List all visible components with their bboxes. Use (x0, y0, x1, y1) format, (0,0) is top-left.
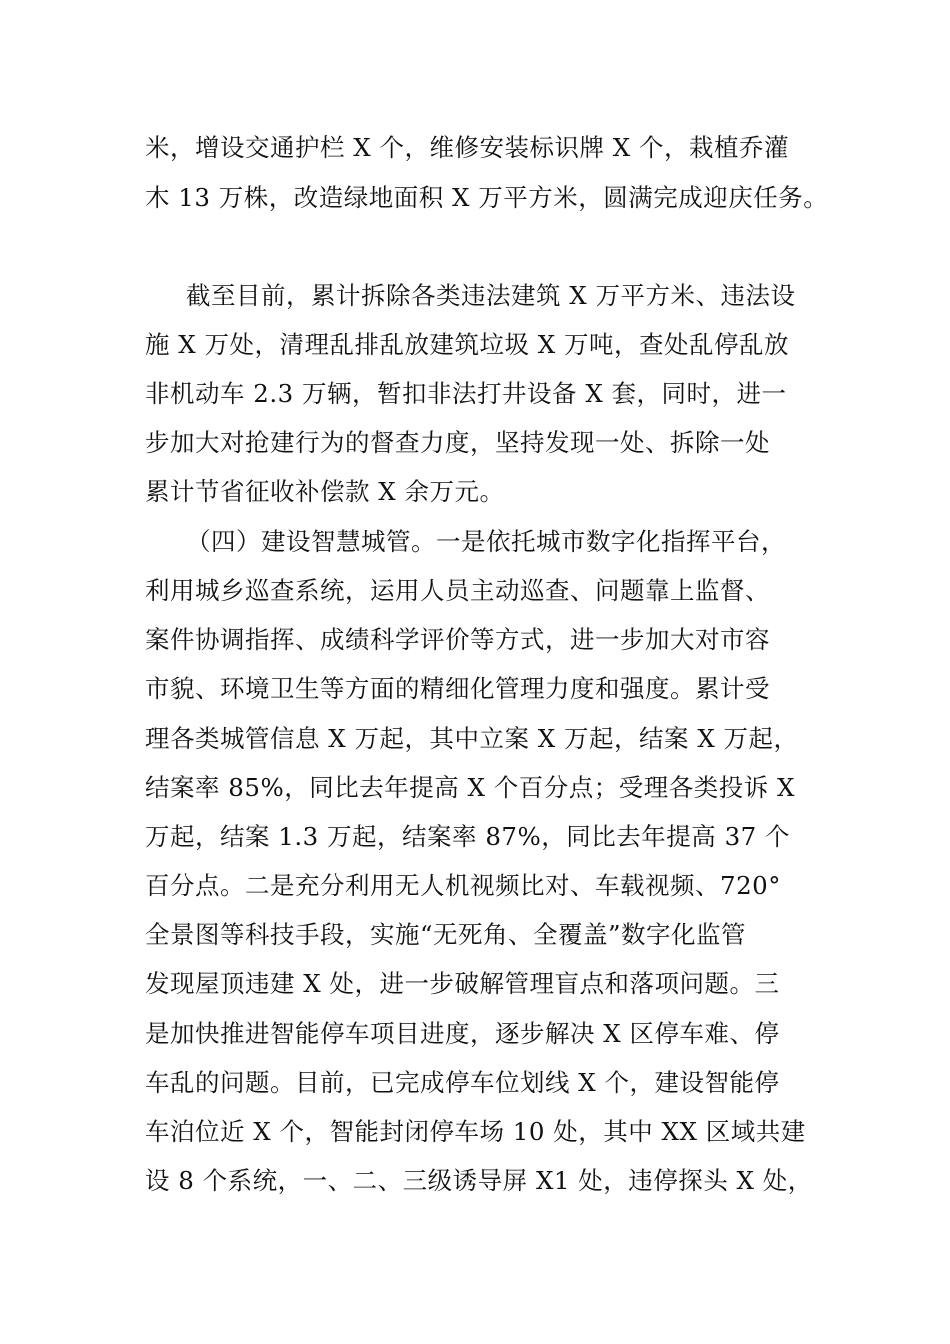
text-line: 设 8 个系统，一、二、三级诱导屏 X1 处，违停探头 X 处， (145, 1166, 813, 1195)
text-line: 车乱的问题。目前，已完成停车位划线 X 个，建设智能停 (145, 1068, 780, 1097)
text-line: 非机动车 2.3 万辆，暂扣非法打井设备 X 套，同时，进一 (145, 379, 787, 408)
text-line: 全景图等科技手段，实施“无死角、全覆盖”数字化监管 (145, 920, 747, 949)
text-line: 理各类城管信息 X 万起，其中立案 X 万起，结案 X 万起， (145, 724, 799, 753)
text-line: 车泊位近 X 个，智能封闭停车场 10 处，其中 XX 区域共建 (145, 1117, 806, 1146)
text-line: 木 13 万株，改造绿地面积 X 万平方米，圆满完成迎庆任务。 (145, 183, 829, 212)
text-line: 米，增设交通护栏 X 个，维修安装标识牌 X 个，栽植乔灌 (145, 133, 790, 162)
text-line: 万起，结案 1.3 万起，结案率 87%，同比去年提高 37 个 (145, 822, 791, 851)
text-line: 步加大对抢建行为的督查力度，坚持发现一处、拆除一处 (145, 428, 770, 457)
text-line: 市貌、环境卫生等方面的精细化管理力度和强度。累计受 (145, 674, 770, 703)
text-line: 累计节省征收补偿款 X 余万元。 (145, 477, 505, 506)
text-line: 百分点。二是充分利用无人机视频比对、车载视频、720° (145, 871, 782, 900)
text-line: 利用城乡巡查系统，运用人员主动巡查、问题靠上监督、 (145, 576, 770, 605)
text-line: 案件协调指挥、成绩科学评价等方式，进一步加大对市容 (145, 625, 770, 654)
text-line: （四）建设智慧城管。一是依托城市数字化指挥平台， (186, 527, 786, 556)
text-line: 是加快推进智能停车项目进度，逐步解决 X 区停车难、停 (145, 1019, 780, 1048)
text-line: 截至目前，累计拆除各类违法建筑 X 万平方米、违法设 (186, 281, 796, 310)
text-line: 结案率 85%，同比去年提高 X 个百分点；受理各类投诉 X (145, 773, 795, 802)
text-line: 发现屋顶违建 X 处，进一步破解管理盲点和落项问题。三 (145, 969, 780, 998)
text-line: 施 X 万处，清理乱排乱放建筑垃圾 X 万吨，查处乱停乱放 (145, 330, 790, 359)
